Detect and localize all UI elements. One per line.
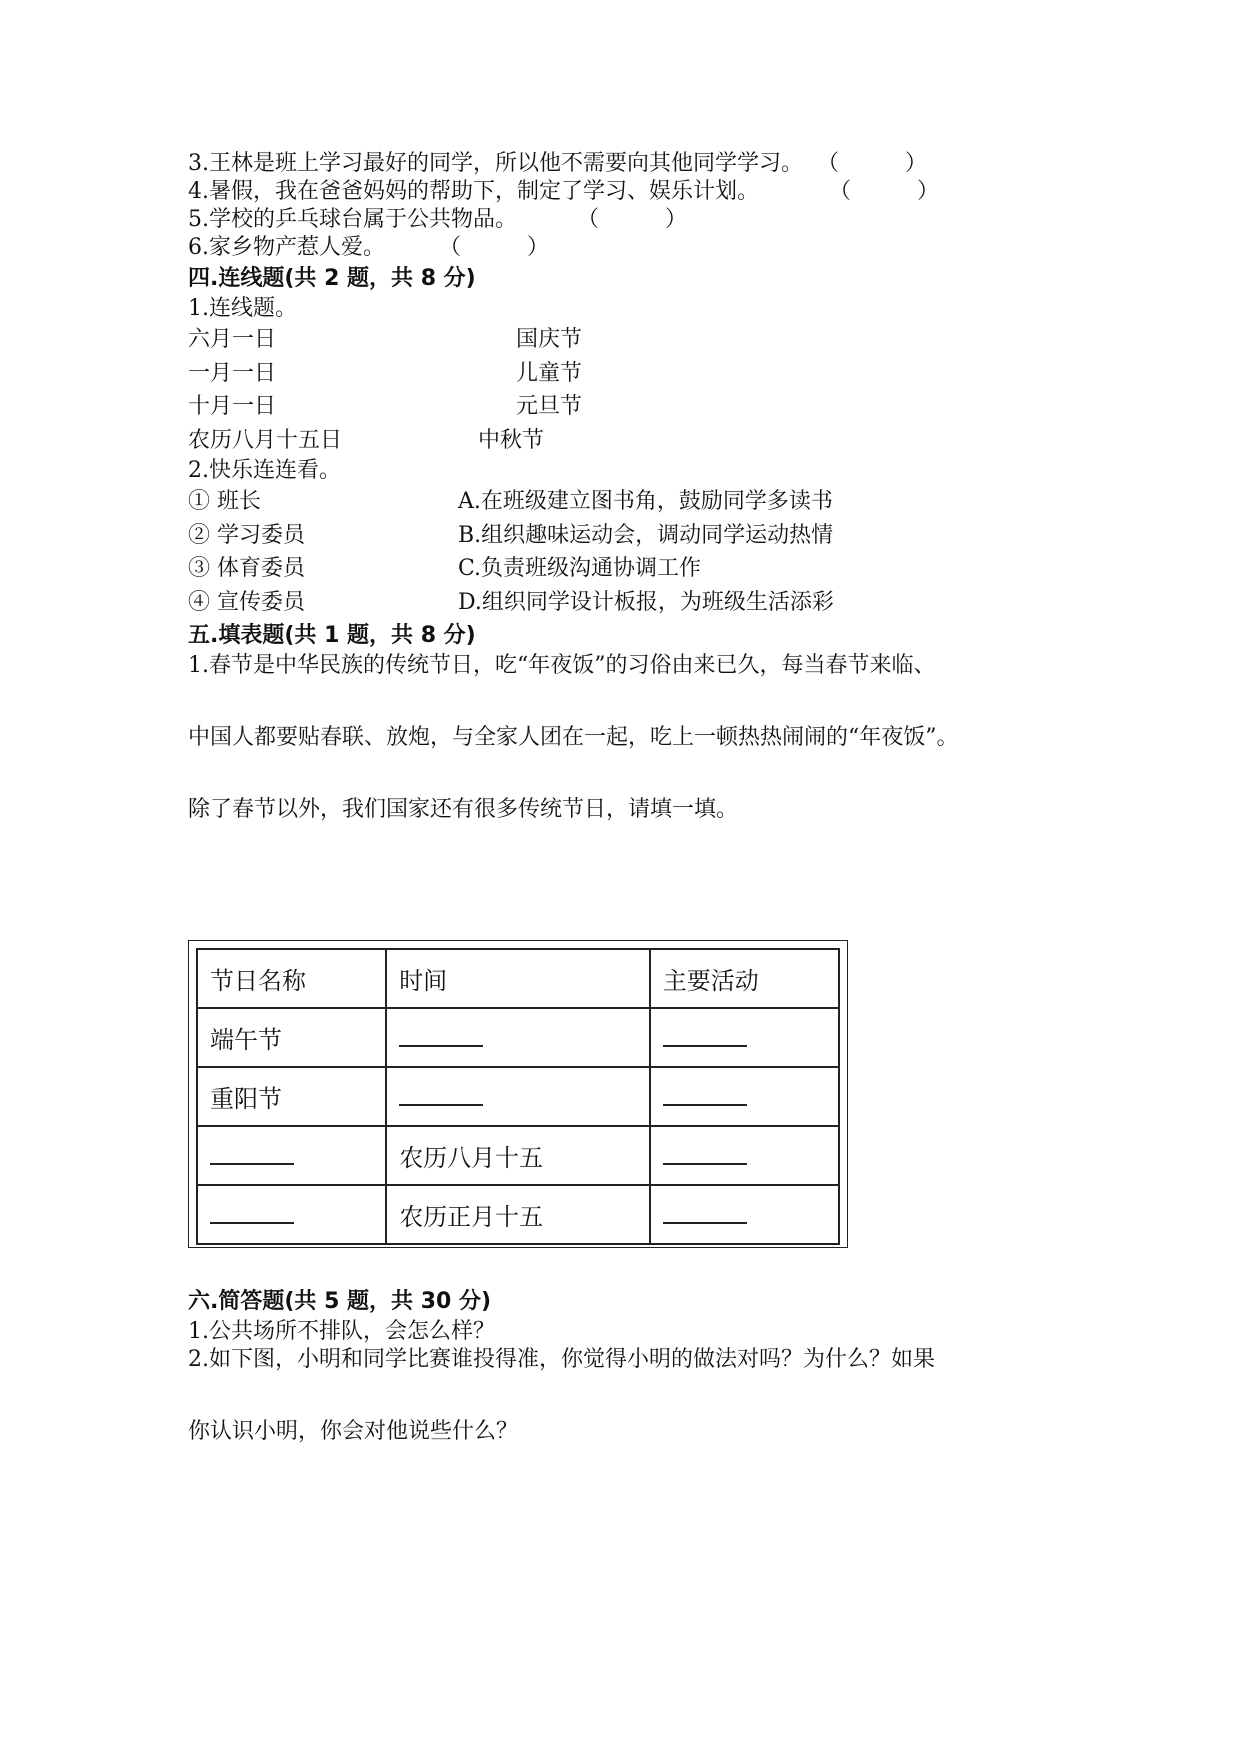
judge-item-3: 3.王林是班上学习最好的同学，所以他不需要向其他同学学习。 （ ）	[188, 151, 928, 176]
table-cell-blank[interactable]	[197, 1126, 386, 1185]
table-row	[197, 1185, 839, 1244]
section-5-title: 五.填表题(共 1 题，共 8 分)	[188, 623, 476, 648]
question-2-line-1: 2.如下图，小明和同学比赛谁投得准，你觉得小明的做法对吗？为什么？如果	[188, 1347, 935, 1372]
table-header-row	[197, 949, 839, 1008]
table-cell-blank[interactable]	[386, 1008, 650, 1067]
match-row: ④ 宣传委员 D.组织同学设计板报，为班级生活添彩	[188, 589, 834, 615]
section-6-title: 六.简答题(共 5 题，共 30 分)	[188, 1289, 492, 1314]
paragraph: 除了春节以外，我们国家还有很多传统节日，请填一填。	[188, 797, 739, 822]
blank-line[interactable]	[210, 1200, 294, 1224]
match-row: 农历八月十五日 中秋节	[188, 427, 545, 453]
festival-table	[196, 948, 840, 1245]
question-1: 1.公共场所不排队，会怎么样？	[188, 1319, 495, 1344]
table-cell: 重阳节	[197, 1067, 386, 1126]
table-header-cell: 主要活动	[650, 949, 839, 1008]
table-cell: 农历八月十五	[386, 1126, 650, 1185]
table-cell: 端午节	[197, 1008, 386, 1067]
judge-item-5: 5.学校的乒乓球台属于公共物品。 （ ）	[188, 207, 688, 232]
answer-paren[interactable]: （ ）	[817, 151, 928, 176]
blank-line[interactable]	[399, 1082, 483, 1106]
blank-line[interactable]	[210, 1141, 294, 1165]
match-row: ③ 体育委员 C.负责班级沟通协调工作	[188, 556, 702, 581]
table-cell-blank[interactable]	[650, 1067, 839, 1126]
match-row: ② 学习委员 B.组织趣味运动会，调动同学运动热情	[188, 522, 834, 548]
blank-line[interactable]	[663, 1023, 747, 1047]
question-label: 1.连线题。	[188, 296, 297, 321]
answer-paren[interactable]: （ ）	[829, 179, 940, 204]
page-upper	[188, 150, 1088, 868]
question-2-line-2: 你认识小明，你会对他说些什么？	[188, 1419, 519, 1444]
table-cell-blank[interactable]	[650, 1126, 839, 1185]
blank-line[interactable]	[663, 1141, 747, 1165]
judge-item-4: 4.暑假，我在爸爸妈妈的帮助下，制定了学习、娱乐计划。 （ ）	[188, 179, 940, 204]
paragraph: 1.春节是中华民族的传统节日，吃“年夜饭”的习俗由来已久，每当春节来临、	[188, 653, 936, 678]
table-row	[197, 1126, 839, 1185]
paragraph: 中国人都要贴春联、放炮，与全家人团在一起，吃上一顿热热闹闹的“年夜饭”。	[188, 725, 959, 750]
table-cell-blank[interactable]	[650, 1008, 839, 1067]
answer-paren[interactable]: （ ）	[439, 235, 550, 260]
festival-table-frame	[188, 940, 848, 1248]
blank-line[interactable]	[399, 1023, 483, 1047]
table-header-cell: 节日名称	[197, 949, 386, 1008]
blank-line[interactable]	[663, 1082, 747, 1106]
blank-line[interactable]	[663, 1200, 747, 1224]
judge-item-6: 6.家乡物产惹人爱。 （ ）	[188, 235, 550, 260]
answer-paren[interactable]: （ ）	[577, 207, 688, 232]
match-row: 一月一日 儿童节	[188, 360, 583, 386]
match-row: ① 班长 A.在班级建立图书角，鼓励同学多读书	[188, 489, 833, 514]
match-row: 十月一日 元旦节	[188, 394, 583, 419]
question-label: 2.快乐连连看。	[188, 458, 341, 483]
table-row	[197, 1067, 839, 1126]
table-cell-blank[interactable]	[386, 1067, 650, 1126]
match-row: 六月一日 国庆节	[188, 327, 583, 352]
section-4-title: 四.连线题(共 2 题，共 8 分)	[188, 266, 476, 291]
table-header-cell: 时间	[386, 949, 650, 1008]
table-row	[197, 1008, 839, 1067]
table-cell-blank[interactable]	[650, 1185, 839, 1244]
page-lower	[188, 1285, 1088, 1446]
table-cell-blank[interactable]	[197, 1185, 386, 1244]
table-cell: 农历正月十五	[386, 1185, 650, 1244]
